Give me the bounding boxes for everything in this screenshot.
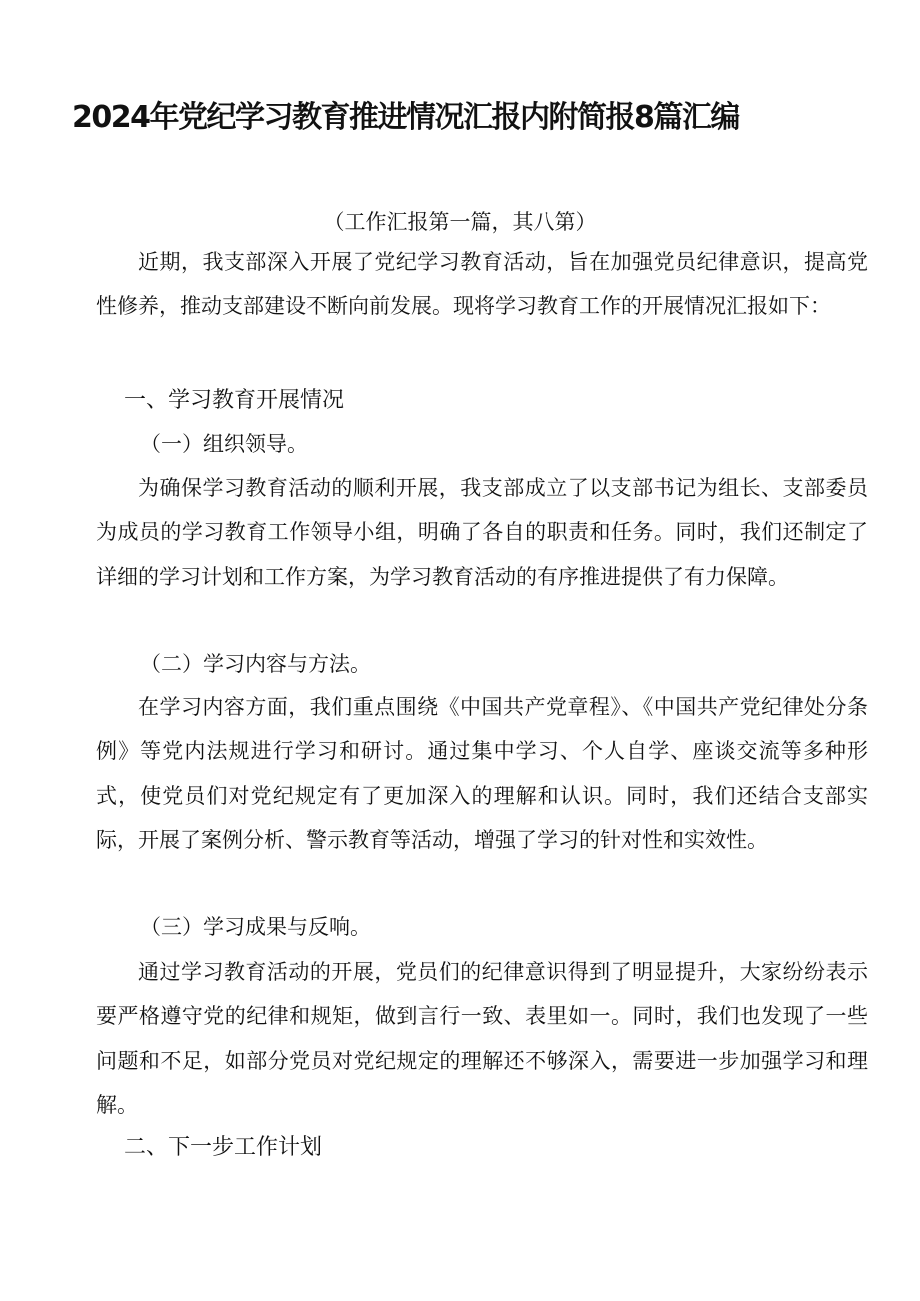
subsection-1-heading: （一）组织领导。 bbox=[140, 432, 308, 456]
document-subtitle: （工作汇报第一篇，其八第） bbox=[323, 210, 597, 234]
subsection-2-heading: （二）学习内容与方法。 bbox=[140, 652, 371, 676]
intro-paragraph: 近期，我支部深入开展了党纪学习教育活动，旨在加强党员纪律意识，提高党性修养，推动支部建设不断向前发展。现将学习教育工作的开展情况汇报如下： bbox=[96, 250, 868, 319]
section-1-heading: 一、学习教育开展情况 bbox=[124, 388, 345, 413]
subsection-3-paragraph: 通过学习教育活动的开展，党员们的纪律意识得到了明显提升，大家纷纷表示要严格遵守党的纪律和规矩，做到言行一致、表里如一。同时，我们也发现了一些问题和不足，如部分党员对党纪规定的理解还不够深入，需要进一步加强学习和理解。 bbox=[96, 960, 868, 1117]
subsection-3-heading: （三）学习成果与反响。 bbox=[140, 915, 371, 939]
section-2-heading: 二、下一步工作计划 bbox=[124, 1135, 323, 1160]
subsection-2-paragraph: 在学习内容方面，我们重点围绕《中国共产党章程》、《中国共产党纪律处分条例》等党内法规进行学习和研讨。通过集中学习、个人自学、座谈交流等多种形式，使党员们对党纪规定有了更加深入的理解和认识。同时，我们还结合支部实际，开展了案例分析、警示教育等活动，增强了学习的针对性和实效性。 bbox=[96, 695, 868, 852]
subsection-1-paragraph: 为确保学习教育活动的顺利开展，我支部成立了以支部书记为组长、支部委员为成员的学习教育工作领导小组，明确了各自的职责和任务。同时，我们还制定了详细的学习计划和工作方案，为学习教育活动的有序推进提供了有力保障。 bbox=[96, 476, 868, 589]
document-title: 2024年党纪学习教育推进情况汇报内附简报8篇汇编 bbox=[72, 100, 739, 135]
